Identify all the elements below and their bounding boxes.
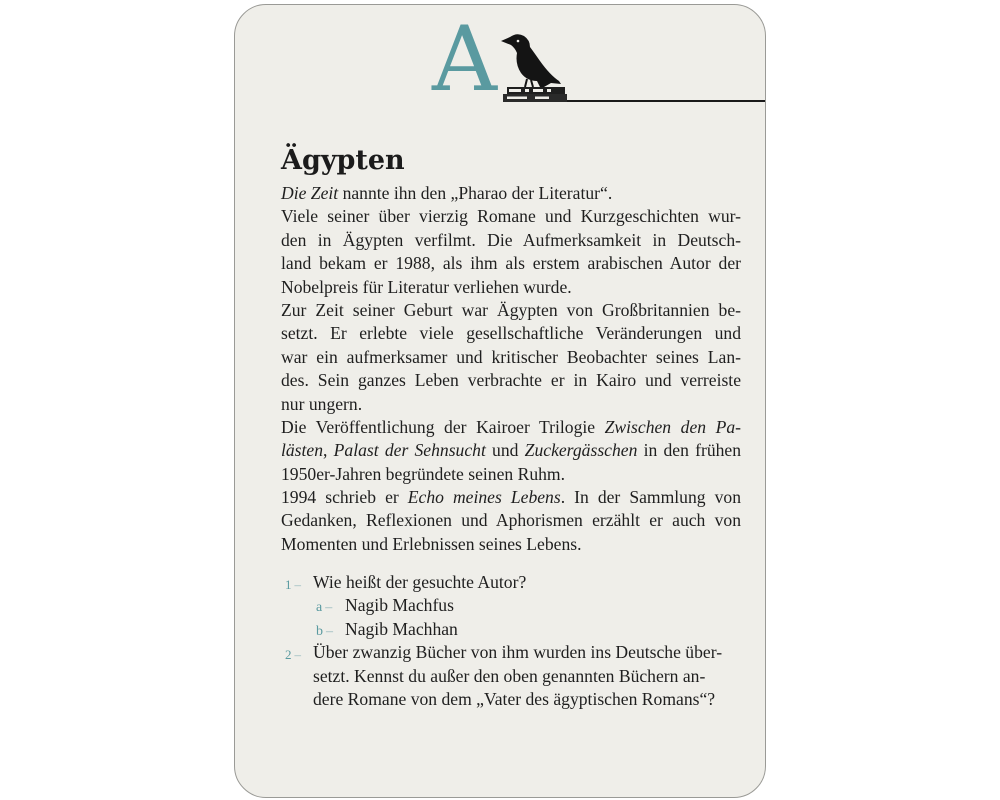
body-text-segment: land bekam er 1988, als ihm als erstem arabischen Autor der (281, 253, 741, 274)
question-1 (281, 571, 751, 594)
body-text-segment: Momenten und Erlebnissen seines Lebens. (281, 533, 582, 554)
body-text-segment: nannte ihn den „Pharao der Literatur“. (338, 183, 613, 203)
body-text-segment: , (323, 440, 334, 461)
body-text-segment: des. Sein ganzes Leben verbrachte er in Kairo und verreiste (281, 370, 741, 391)
answer-option-a (281, 594, 751, 617)
question-number: 2 – (285, 647, 301, 663)
body-line (281, 299, 741, 322)
book-title-text: lästen (281, 440, 324, 461)
card-title: Ägypten (281, 145, 405, 176)
question-number: 1 – (285, 577, 301, 592)
body-line (281, 322, 741, 345)
book-title-text: Palast der Sehnsucht (333, 440, 486, 461)
body-text (281, 182, 741, 556)
quiz-card (234, 4, 766, 798)
body-text-segment: in den frühen (637, 440, 742, 461)
book-title-text: Zwischen den Pa- (604, 416, 742, 437)
body-line (281, 229, 741, 252)
book-title-text: Zuckergässchen (524, 440, 638, 461)
book-title-text: Die Zeit (281, 183, 339, 203)
body-line (281, 486, 741, 509)
body-line (281, 369, 741, 392)
raven-on-books-icon (497, 31, 567, 103)
body-line (281, 533, 741, 556)
body-text-segment: war ein aufmerksamer und kritischer Beobachter seines Lan- (281, 346, 741, 367)
body-text-segment: setzt. Er erlebte viele gesellschaftliche Veränderungen und (281, 323, 741, 344)
body-text-segment: . In der Sammlung von (560, 487, 741, 508)
body-line (281, 439, 741, 462)
body-text-segment: nur ungern. (281, 393, 363, 414)
question-text: setzt. Kennst du außer den oben genannten Büchern an- (313, 665, 706, 686)
answer-option-b (281, 618, 751, 641)
option-text: Nagib Machfus (345, 595, 454, 616)
question-text: Wie heißt der gesuchte Autor? (313, 572, 527, 592)
body-text-segment: Die Veröffentlichung der Kairoer Trilogie (281, 416, 605, 437)
body-text-segment: Nobelpreis für Literatur verliehen wurde. (281, 276, 572, 297)
body-text-segment: Viele seiner über vierzig Romane und Kurzgeschichten wur- (281, 206, 741, 227)
option-letter: a – (316, 600, 333, 616)
body-text-segment: und (485, 440, 525, 461)
body-line (281, 276, 741, 299)
question-text: Über zwanzig Bücher von ihm wurden ins Deutsche über- (313, 642, 723, 663)
body-text-segment: den in Ägypten verfilmt. Die Aufmerksamkeit in Deutsch- (281, 229, 741, 250)
book-title-text: Echo meines Lebens (407, 487, 561, 508)
question-list (281, 571, 751, 711)
body-text-segment: Gedanken, Reflexionen und Aphorismen erzählt er auch von (281, 510, 741, 531)
body-line (281, 182, 741, 205)
body-line (281, 416, 741, 439)
question-text: dere Romane von dem „Vater des ägyptischen Romans“? (313, 689, 716, 710)
body-text-segment: Zur Zeit seiner Geburt war Ägypten von Großbritannien be- (281, 299, 741, 320)
body-line (281, 463, 741, 486)
body-line (281, 346, 741, 369)
body-line (281, 205, 741, 228)
option-text: Nagib Machhan (345, 618, 458, 639)
body-line (281, 393, 741, 416)
body-text-segment: 1994 schrieb er (281, 487, 408, 508)
body-line (281, 252, 741, 275)
body-line (281, 509, 741, 532)
card-letter: A (432, 7, 497, 112)
body-text-segment: 1950er-Jahren begründete seinen Ruhm. (281, 463, 565, 484)
question-2 (281, 641, 751, 711)
option-letter: b – (316, 623, 333, 639)
